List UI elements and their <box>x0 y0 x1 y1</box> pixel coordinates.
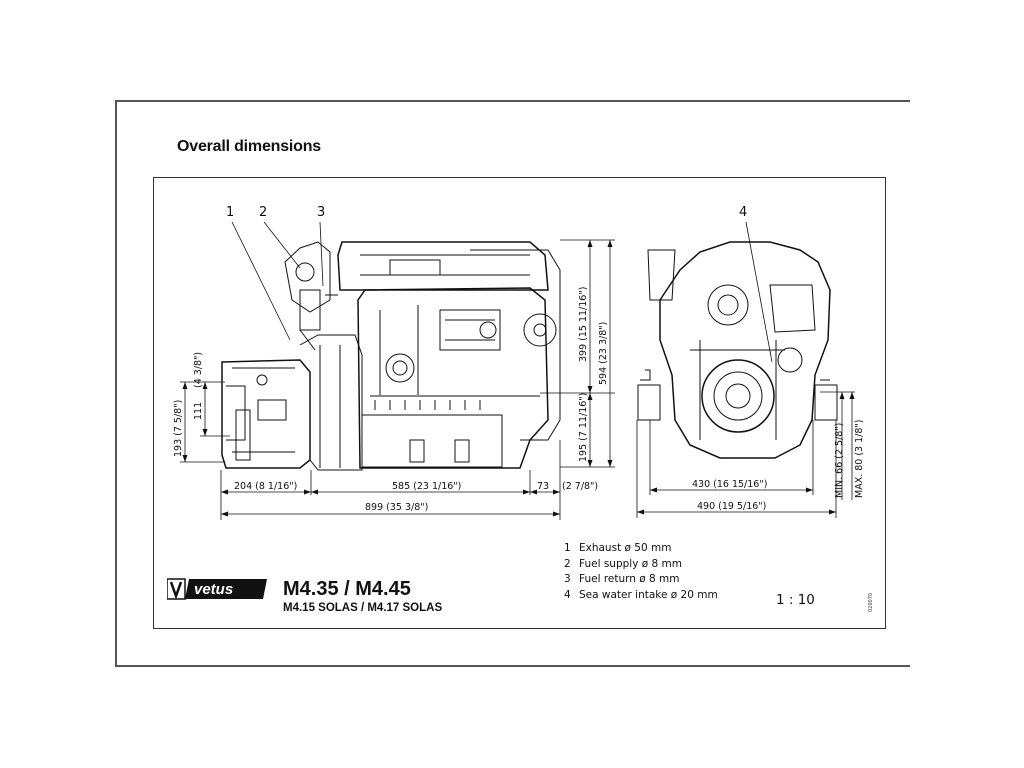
vetus-logo <box>167 578 267 600</box>
callout-4: 4 <box>739 205 748 220</box>
page-title: Overall dimensions <box>177 138 322 155</box>
dim-399: 399 (15 11/16") <box>578 286 589 362</box>
front-view-engine <box>638 242 837 458</box>
legend-num: 1 <box>564 542 571 554</box>
dim-4-3-8: (4 3/8") <box>193 351 204 388</box>
dim-73: 73 <box>537 481 550 492</box>
callout-2: 2 <box>259 205 268 220</box>
dim-195: 195 (7 11/16") <box>578 392 589 462</box>
legend-text: Fuel return ø 8 mm <box>579 573 680 585</box>
brand-name: vetus <box>194 581 234 598</box>
legend-item <box>564 572 718 588</box>
dim-193: 193 (7 5/8") <box>173 399 184 457</box>
legend-item <box>564 541 718 557</box>
model-title: M4.35 / M4.45 <box>283 578 411 600</box>
dim-490: 490 (19 5/16") <box>697 501 767 512</box>
dim-111: 111 <box>193 401 204 420</box>
callout-3: 3 <box>317 205 326 220</box>
drawing-number: 020070 <box>868 592 874 612</box>
side-view-engine <box>222 242 560 470</box>
legend-text: Fuel supply ø 8 mm <box>579 557 682 570</box>
legend-list <box>564 541 718 603</box>
legend-num: 4 <box>564 588 571 601</box>
dim-430: 430 (16 15/16") <box>692 479 768 490</box>
callout-1: 1 <box>226 205 235 220</box>
model-subtitle: M4.15 SOLAS / M4.17 SOLAS <box>283 602 443 614</box>
dim-min-66: MIN. 66 (2 5/8") <box>834 422 845 498</box>
dim-585: 585 (23 1/16") <box>392 481 462 492</box>
dim-594: 594 (23 3/8") <box>598 321 609 385</box>
legend-item <box>564 588 718 604</box>
dim-73-inch: (2 7/8") <box>562 481 599 492</box>
legend-item <box>564 557 718 573</box>
dim-max-80: MAX. 80 (3 1/8") <box>854 419 865 498</box>
dimension-lines <box>180 222 855 520</box>
legend-text: Sea water intake ø 20 mm <box>579 588 718 601</box>
legend-num: 2 <box>564 557 571 570</box>
dim-204: 204 (8 1/16") <box>234 481 298 492</box>
scale-label: 1 : 10 <box>776 592 815 608</box>
legend-num: 3 <box>564 573 571 585</box>
dim-899: 899 (35 3/8") <box>365 502 429 513</box>
legend-text: Exhaust ø 50 mm <box>579 542 672 554</box>
